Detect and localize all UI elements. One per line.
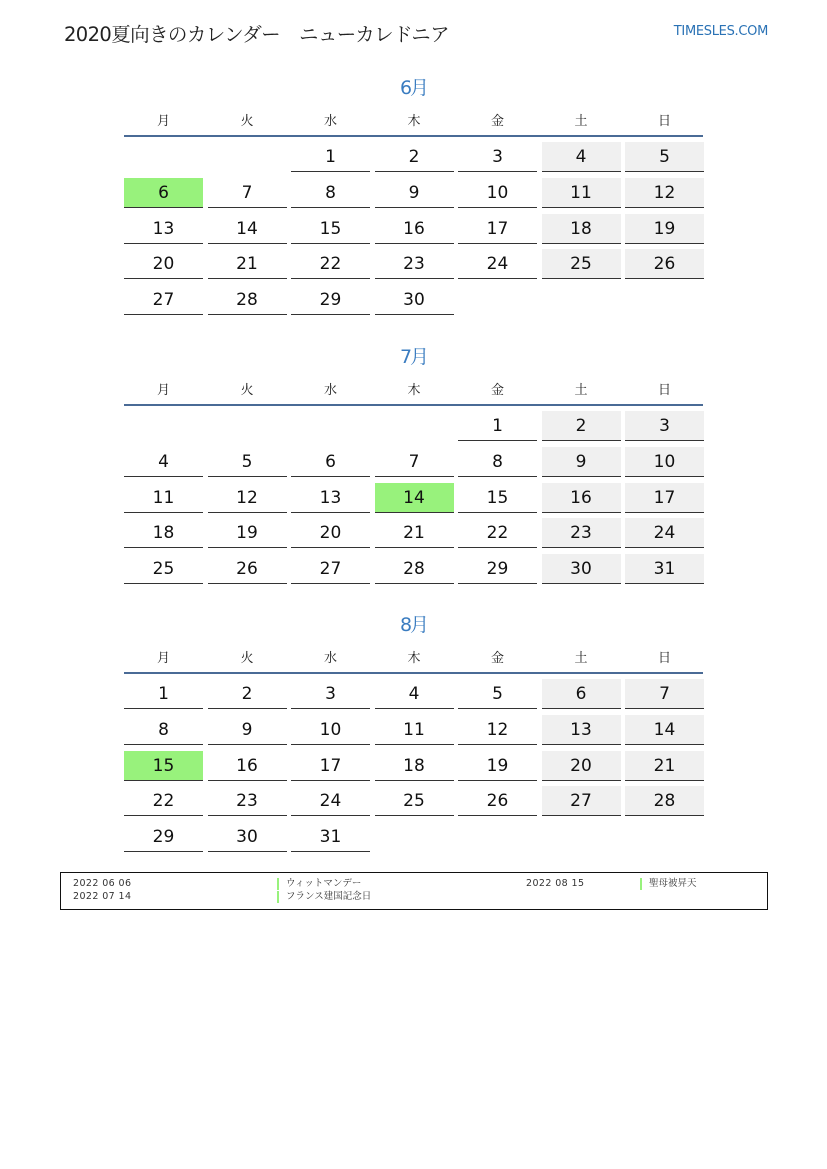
legend-date: 2022 08 15	[526, 878, 585, 889]
weekday-label: 金	[490, 383, 504, 398]
day-cell: 8	[458, 447, 537, 477]
day-cell: 3	[625, 411, 704, 441]
day-cell: 2	[375, 142, 454, 172]
day-cell: 31	[291, 822, 370, 852]
day-cell: 19	[458, 751, 537, 781]
day-cell: 4	[375, 679, 454, 709]
weekday-label: 土	[574, 114, 588, 129]
day-cell: 26	[208, 554, 287, 584]
day-cell: 6	[291, 447, 370, 477]
day-cell: 23	[375, 249, 454, 279]
day-cell: 11	[375, 715, 454, 745]
day-cell: 28	[208, 285, 287, 315]
day-cell: 17	[458, 214, 537, 244]
day-cell: 1	[458, 411, 537, 441]
day-cell: 7	[375, 447, 454, 477]
day-cell: 23	[208, 786, 287, 816]
weekday-label: 火	[240, 651, 254, 666]
weekday-label: 月	[156, 114, 170, 129]
day-cell: 13	[124, 214, 203, 244]
day-cell: 26	[625, 249, 704, 279]
day-cell: 6	[542, 679, 621, 709]
day-cell: 2	[208, 679, 287, 709]
day-cell: 29	[291, 285, 370, 315]
day-cell: 21	[625, 751, 704, 781]
day-cell: 3	[291, 679, 370, 709]
weekday-label: 土	[574, 651, 588, 666]
header-divider	[124, 672, 703, 674]
weekday-header	[124, 647, 703, 665]
day-cell: 5	[625, 142, 704, 172]
month-title: 7月	[399, 346, 428, 368]
day-cell: 27	[542, 786, 621, 816]
weekday-label: 水	[323, 114, 337, 129]
day-cell: 1	[124, 679, 203, 709]
weekday-label: 月	[156, 651, 170, 666]
day-cell: 17	[291, 751, 370, 781]
day-cell: 18	[375, 751, 454, 781]
day-cell-holiday: 15	[124, 751, 203, 781]
weekday-label: 木	[407, 383, 421, 398]
day-cell: 5	[208, 447, 287, 477]
day-cell: 25	[375, 786, 454, 816]
brand-link[interactable]: TIMESLES.COM	[673, 24, 768, 39]
day-cell: 1	[291, 142, 370, 172]
day-cell: 10	[458, 178, 537, 208]
weekday-label: 日	[657, 383, 671, 398]
day-cell-holiday: 6	[124, 178, 203, 208]
day-cell: 11	[542, 178, 621, 208]
day-cell-holiday: 14	[375, 483, 454, 513]
day-cell: 13	[291, 483, 370, 513]
day-cell: 27	[124, 285, 203, 315]
day-cell: 12	[208, 483, 287, 513]
weekday-label: 火	[240, 114, 254, 129]
day-cell: 10	[625, 447, 704, 477]
day-cell: 5	[458, 679, 537, 709]
weekday-label: 日	[657, 651, 671, 666]
weekday-label: 土	[574, 383, 588, 398]
weekday-label: 火	[240, 383, 254, 398]
legend-holiday-name: 聖母被昇天	[640, 878, 697, 890]
day-cell: 13	[542, 715, 621, 745]
weekday-label: 木	[407, 651, 421, 666]
day-cell: 18	[124, 518, 203, 548]
day-cell: 22	[291, 249, 370, 279]
day-cell: 30	[542, 554, 621, 584]
weekday-label: 金	[490, 651, 504, 666]
day-cell: 8	[291, 178, 370, 208]
day-cell: 22	[458, 518, 537, 548]
day-cell: 25	[124, 554, 203, 584]
day-cell: 14	[625, 715, 704, 745]
day-cell: 22	[124, 786, 203, 816]
day-cell: 27	[291, 554, 370, 584]
day-cell: 29	[458, 554, 537, 584]
day-cell: 8	[124, 715, 203, 745]
weekday-header	[124, 110, 703, 128]
legend-holiday-name: ウィットマンデー	[277, 878, 361, 890]
day-cell: 11	[124, 483, 203, 513]
legend-date: 2022 07 14	[73, 891, 132, 902]
day-cell: 26	[458, 786, 537, 816]
day-cell: 21	[208, 249, 287, 279]
day-cell: 28	[375, 554, 454, 584]
day-cell: 9	[208, 715, 287, 745]
day-cell: 24	[458, 249, 537, 279]
legend-holiday-name: フランス建国記念日	[277, 891, 371, 903]
day-cell: 30	[208, 822, 287, 852]
day-cell: 20	[542, 751, 621, 781]
day-cell: 9	[375, 178, 454, 208]
day-cell: 24	[291, 786, 370, 816]
day-cell: 12	[625, 178, 704, 208]
day-cell: 29	[124, 822, 203, 852]
day-cell: 28	[625, 786, 704, 816]
day-cell: 31	[625, 554, 704, 584]
day-cell: 14	[208, 214, 287, 244]
month-title: 6月	[399, 77, 428, 99]
day-cell: 16	[542, 483, 621, 513]
month-title: 8月	[399, 614, 428, 636]
day-cell: 3	[458, 142, 537, 172]
weekday-header	[124, 379, 703, 397]
legend-date: 2022 06 06	[73, 878, 132, 889]
day-cell: 17	[625, 483, 704, 513]
day-cell: 12	[458, 715, 537, 745]
day-cell: 21	[375, 518, 454, 548]
day-cell: 16	[375, 214, 454, 244]
day-cell: 19	[208, 518, 287, 548]
day-cell: 9	[542, 447, 621, 477]
day-cell: 7	[208, 178, 287, 208]
day-cell: 4	[124, 447, 203, 477]
day-cell: 16	[208, 751, 287, 781]
day-cell: 15	[458, 483, 537, 513]
weekday-label: 金	[490, 114, 504, 129]
day-cell: 18	[542, 214, 621, 244]
day-cell: 10	[291, 715, 370, 745]
weekday-label: 月	[156, 383, 170, 398]
day-cell: 25	[542, 249, 621, 279]
day-cell: 7	[625, 679, 704, 709]
day-cell: 20	[124, 249, 203, 279]
weekday-label: 木	[407, 114, 421, 129]
day-cell: 15	[291, 214, 370, 244]
day-cell: 2	[542, 411, 621, 441]
day-cell: 30	[375, 285, 454, 315]
weekday-label: 水	[323, 651, 337, 666]
weekday-label: 日	[657, 114, 671, 129]
day-cell: 4	[542, 142, 621, 172]
day-cell: 20	[291, 518, 370, 548]
holiday-legend	[60, 872, 768, 910]
header-divider	[124, 135, 703, 137]
weekday-label: 水	[323, 383, 337, 398]
day-cell: 19	[625, 214, 704, 244]
day-cell: 24	[625, 518, 704, 548]
page-title: 2020夏向きのカレンダー ニューカレドニア	[64, 23, 449, 46]
day-cell: 23	[542, 518, 621, 548]
header-divider	[124, 404, 703, 406]
